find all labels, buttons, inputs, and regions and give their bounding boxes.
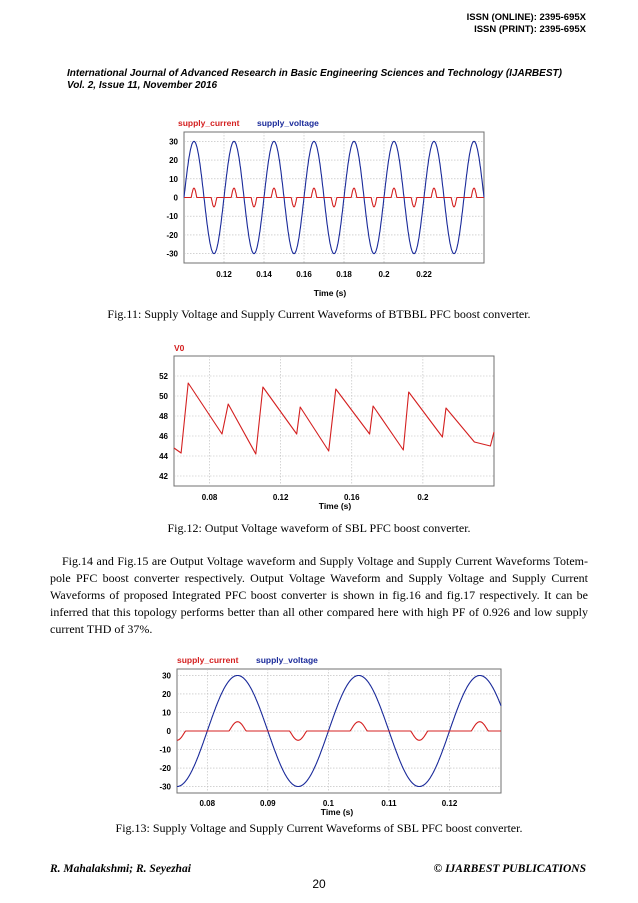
legend-supply-voltage: supply_voltage bbox=[256, 655, 318, 665]
figure-13-caption: Fig.13: Supply Voltage and Supply Current Waveforms of SBL PFC boost converter. bbox=[115, 821, 523, 835]
issn-block bbox=[467, 12, 586, 36]
y-tick-label: -10 bbox=[159, 745, 171, 755]
figure-12-plot-area bbox=[159, 356, 494, 502]
y-tick-label: 0 bbox=[166, 727, 171, 736]
y-tick-label: 30 bbox=[162, 671, 171, 681]
y-tick-label: -10 bbox=[166, 212, 178, 222]
x-tick-label: 0.12 bbox=[216, 270, 232, 279]
legend-v0: V0 bbox=[174, 343, 185, 353]
x-tick-label: 0.22 bbox=[416, 270, 432, 279]
figure-11-caption: Fig.11: Supply Voltage and Supply Current Waveforms of BTBBL PFC boost converter. bbox=[107, 307, 531, 321]
y-tick-label: -30 bbox=[166, 249, 178, 259]
figure-12-caption: Fig.12: Output Voltage waveform of SBL PFC boost converter. bbox=[167, 521, 471, 535]
x-tick-label: 0.08 bbox=[201, 493, 218, 502]
y-tick-label: 30 bbox=[169, 137, 178, 147]
legend-supply-voltage: supply_voltage bbox=[257, 118, 319, 128]
figure-12-x-axis-label: Time (s) bbox=[318, 501, 352, 511]
figure-13-plot-area bbox=[159, 669, 501, 808]
y-tick-label: -20 bbox=[166, 230, 178, 240]
legend-supply-current: supply_current bbox=[177, 655, 239, 665]
y-tick-label: 0 bbox=[173, 193, 178, 203]
x-tick-label: 0.16 bbox=[343, 493, 360, 502]
y-tick-label: 44 bbox=[159, 452, 168, 461]
figure-13-chart bbox=[160, 653, 505, 821]
y-tick-label: 52 bbox=[159, 372, 168, 381]
plot-frame bbox=[174, 356, 494, 486]
figure-12-chart bbox=[138, 340, 498, 516]
x-tick-label: 0.11 bbox=[381, 799, 397, 808]
y-tick-label: 42 bbox=[159, 472, 168, 481]
y-tick-label: 50 bbox=[159, 392, 168, 401]
figure-11-plot-area bbox=[166, 132, 484, 279]
x-tick-label: 0.14 bbox=[256, 270, 272, 279]
footer-publisher: © IJARBEST PUBLICATIONS bbox=[433, 863, 586, 875]
body-paragraph: Fig.14 and Fig.15 are Output Voltage waveform and Supply Voltage and Supply Current Waveforms Totem-pole PFC boost converter respectively. Output Voltage Waveform and Supply Voltage and Supply Current Waveforms of proposed Integrated PFC boost converter is shown in fig.16 and fig.17 respectively. It can be inferred that this topology performs better than all other compared here with high PF of 0.926 and low supply current THD of 37%. bbox=[50, 554, 588, 636]
issn-print: ISSN (PRINT): 2395-695X bbox=[474, 24, 586, 35]
x-tick-label: 0.09 bbox=[260, 799, 276, 808]
x-tick-label: 0.2 bbox=[378, 270, 390, 279]
x-tick-label: 0.12 bbox=[272, 493, 289, 502]
x-tick-label: 0.1 bbox=[322, 799, 334, 808]
page-number: 20 bbox=[312, 877, 326, 891]
figure-13-x-axis-label: Time (s) bbox=[320, 807, 354, 817]
figure-11-x-axis-label: Time (s) bbox=[313, 288, 347, 298]
x-tick-label: 0.18 bbox=[336, 270, 352, 279]
y-tick-label: 10 bbox=[169, 174, 178, 184]
figure-11-chart bbox=[166, 116, 500, 302]
issn-online: ISSN (ONLINE): 2395-695X bbox=[466, 12, 586, 23]
y-tick-label: 20 bbox=[169, 156, 178, 166]
y-tick-label: 48 bbox=[159, 412, 168, 421]
x-tick-label: 0.16 bbox=[296, 270, 312, 279]
x-tick-label: 0.08 bbox=[199, 799, 216, 808]
journal-header bbox=[67, 68, 587, 92]
y-tick-label: 20 bbox=[162, 689, 171, 699]
y-tick-label: 46 bbox=[159, 432, 168, 441]
x-tick-label: 0.2 bbox=[417, 493, 429, 502]
x-tick-label: 0.12 bbox=[441, 799, 458, 808]
y-tick-label: 10 bbox=[162, 708, 171, 718]
footer-authors: R. Mahalakshmi; R. Seyezhai bbox=[50, 863, 191, 875]
legend-supply-current: supply_current bbox=[178, 118, 240, 128]
journal-title: International Journal of Advanced Research in Basic Engineering Sciences and Technology (IJARBEST) bbox=[67, 68, 562, 79]
journal-issue: Vol. 2, Issue 11, November 2016 bbox=[67, 80, 218, 91]
y-tick-label: -20 bbox=[159, 764, 171, 774]
y-tick-label: -30 bbox=[159, 782, 171, 792]
